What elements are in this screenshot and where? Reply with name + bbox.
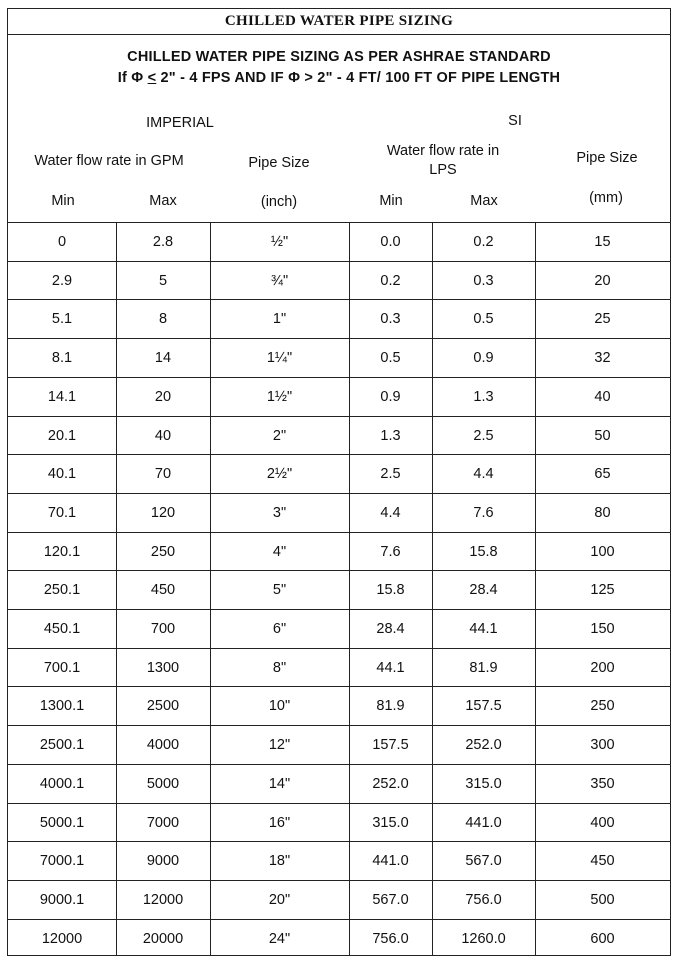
pipe-size-mm-cell: 200 xyxy=(590,659,615,676)
pipe-size-mm-cell: 80 xyxy=(594,504,611,521)
min-lps-cell: 315.0 xyxy=(372,814,409,831)
pipe-size-mm-cell: 400 xyxy=(590,814,615,831)
max-lps-cell: 1.3 xyxy=(473,388,494,405)
pipe-size-mm-heading: Pipe Size xyxy=(576,150,638,166)
flow-lps-heading-line-2: LPS xyxy=(429,162,457,178)
min-lps-cell: 44.1 xyxy=(376,659,405,676)
max-gpm-cell: 2500 xyxy=(146,698,180,715)
table-row xyxy=(8,880,670,919)
max-lps-cell: 441.0 xyxy=(465,814,502,831)
max-gpm-cell: 5 xyxy=(158,272,168,289)
min-gpm-cell: 9000.1 xyxy=(39,891,85,908)
max-lps-cell: 7.6 xyxy=(473,504,494,521)
pipe-size-inch-cell: 12" xyxy=(268,737,291,754)
pipe-size-mm-cell: 20 xyxy=(594,272,611,289)
max-lps-cell: 0.9 xyxy=(473,350,494,367)
table-row xyxy=(8,803,670,842)
min-lps-cell: 28.4 xyxy=(376,621,405,637)
pipe-size-mm-cell: 125 xyxy=(590,582,615,599)
table-row xyxy=(8,570,670,609)
max-lps-heading: Max xyxy=(470,193,498,209)
table-row xyxy=(8,919,670,958)
pipe-size-inch-cell: 1¼" xyxy=(266,350,293,367)
table-row xyxy=(8,725,670,764)
less-equal-symbol: < xyxy=(147,70,157,86)
pipe-size-inch-cell: 1½" xyxy=(266,388,293,405)
pipe-size-inch-cell: 2" xyxy=(272,427,287,444)
min-lps-cell: 4.4 xyxy=(380,504,401,521)
min-gpm-cell: 20.1 xyxy=(47,427,77,444)
pipe-size-mm-cell: 40 xyxy=(594,388,611,405)
max-lps-cell: 1260.0 xyxy=(461,930,506,947)
table-row xyxy=(8,222,670,261)
min-lps-cell: 157.5 xyxy=(372,737,409,754)
max-gpm-cell: 700 xyxy=(150,621,176,637)
table-row xyxy=(8,764,670,803)
min-gpm-cell: 5000.1 xyxy=(39,814,85,831)
min-lps-cell: 81.9 xyxy=(376,698,405,715)
pipe-size-inch-cell: 2½" xyxy=(266,466,293,483)
subtitle-line-1: CHILLED WATER PIPE SIZING AS PER ASHRAE STANDARD xyxy=(127,49,551,65)
pipe-size-inch-cell: 14" xyxy=(268,775,291,792)
pipe-size-inch-cell: 3" xyxy=(272,504,287,521)
max-lps-cell: 0.5 xyxy=(473,311,494,328)
table-row xyxy=(8,299,670,338)
min-lps-cell: 0.9 xyxy=(380,388,401,405)
pipe-size-mm-cell: 32 xyxy=(594,350,611,367)
max-gpm-heading: Max xyxy=(149,193,177,209)
pipe-size-mm-cell: 100 xyxy=(590,543,615,560)
max-lps-cell: 315.0 xyxy=(465,775,502,792)
pipe-size-inch-heading: Pipe Size xyxy=(248,155,310,171)
min-lps-cell: 0.5 xyxy=(380,350,401,367)
pipe-size-inch-cell: 24" xyxy=(268,930,291,947)
table-row xyxy=(8,493,670,532)
pipe-size-inch-cell: 6" xyxy=(272,621,287,637)
table-row xyxy=(8,648,670,687)
pipe-size-mm-cell: 50 xyxy=(594,427,611,444)
max-gpm-cell: 70 xyxy=(154,466,172,483)
max-gpm-cell: 9000 xyxy=(146,853,180,870)
pipe-size-mm-cell: 25 xyxy=(594,311,611,328)
pipe-size-inch-cell: 18" xyxy=(268,853,291,870)
pipe-size-inch-cell: ½" xyxy=(270,234,289,250)
flow-lps-heading-line-1: Water flow rate in xyxy=(386,143,500,159)
pipe-size-inch-cell: 4" xyxy=(272,543,287,560)
pipe-size-inch-cell: 20" xyxy=(268,891,291,908)
pipe-size-mm-cell: 150 xyxy=(590,621,615,637)
max-gpm-cell: 1300 xyxy=(146,659,180,676)
max-lps-cell: 81.9 xyxy=(469,659,498,676)
pipe-size-mm-cell: 500 xyxy=(590,891,615,908)
flow-gpm-heading: Water flow rate in GPM xyxy=(34,153,184,169)
page-title: CHILLED WATER PIPE SIZING xyxy=(8,9,670,35)
max-lps-cell: 15.8 xyxy=(469,543,498,560)
min-lps-cell: 15.8 xyxy=(376,582,405,599)
subtitle-line-2 xyxy=(8,70,670,86)
min-lps-cell: 567.0 xyxy=(372,891,409,908)
max-gpm-cell: 12000 xyxy=(142,891,184,908)
min-gpm-cell: 8.1 xyxy=(51,350,73,367)
max-lps-cell: 252.0 xyxy=(465,737,502,754)
min-gpm-cell: 250.1 xyxy=(43,582,81,599)
mm-unit-heading: (mm) xyxy=(589,190,623,206)
subtitle-line-2-part-a: If Φ xyxy=(117,70,148,86)
max-gpm-cell: 2.8 xyxy=(152,234,174,250)
min-lps-cell: 0.0 xyxy=(380,234,401,250)
min-lps-cell: 0.3 xyxy=(380,311,401,328)
table-row xyxy=(8,841,670,880)
max-gpm-cell: 7000 xyxy=(146,814,180,831)
pipe-size-mm-cell: 65 xyxy=(594,466,611,483)
table-row xyxy=(8,261,670,300)
pipe-size-mm-cell: 450 xyxy=(590,853,615,870)
min-lps-cell: 0.2 xyxy=(380,272,401,289)
max-lps-cell: 2.5 xyxy=(473,427,494,444)
max-lps-cell: 28.4 xyxy=(469,582,498,599)
si-heading: SI xyxy=(508,113,522,129)
min-gpm-cell: 70.1 xyxy=(47,504,77,521)
min-lps-heading: Min xyxy=(379,193,403,209)
max-lps-cell: 4.4 xyxy=(473,466,494,483)
min-lps-cell: 441.0 xyxy=(372,853,409,870)
pipe-size-mm-cell: 250 xyxy=(590,698,615,715)
min-gpm-cell: 40.1 xyxy=(47,466,77,483)
pipe-size-mm-cell: 15 xyxy=(594,234,611,250)
pipe-sizing-table xyxy=(7,8,671,956)
max-gpm-cell: 14 xyxy=(154,350,172,367)
max-gpm-cell: 40 xyxy=(154,427,172,444)
pipe-size-mm-cell: 300 xyxy=(590,737,615,754)
min-gpm-cell: 2.9 xyxy=(51,272,73,289)
pipe-size-inch-cell: 10" xyxy=(268,698,291,715)
pipe-size-mm-cell: 350 xyxy=(590,775,615,792)
max-gpm-cell: 20000 xyxy=(142,930,184,947)
table-row xyxy=(8,686,670,725)
table-row xyxy=(8,377,670,416)
pipe-size-mm-cell: 600 xyxy=(590,930,615,947)
max-lps-cell: 0.2 xyxy=(473,234,494,250)
min-gpm-cell: 12000 xyxy=(41,930,83,947)
pipe-size-inch-cell: 8" xyxy=(272,659,287,676)
pipe-size-inch-cell: 1" xyxy=(272,311,287,328)
pipe-size-inch-cell: 16" xyxy=(268,814,291,831)
max-gpm-cell: 20 xyxy=(154,388,172,405)
subtitle-line-2-part-b: 2" - 4 FPS AND IF Φ > 2" - 4 FT/ 100 FT OF PIPE LENGTH xyxy=(156,70,561,86)
min-lps-cell: 2.5 xyxy=(380,466,401,483)
table-row xyxy=(8,454,670,493)
max-lps-cell: 0.3 xyxy=(473,272,494,289)
min-gpm-cell: 2500.1 xyxy=(39,737,85,754)
min-gpm-cell: 700.1 xyxy=(43,659,81,676)
min-lps-cell: 756.0 xyxy=(372,930,409,947)
table-row xyxy=(8,338,670,377)
min-lps-cell: 1.3 xyxy=(380,427,401,444)
pipe-size-inch-cell: 5" xyxy=(272,582,287,599)
max-lps-cell: 44.1 xyxy=(469,621,498,637)
pipe-size-inch-cell: ¾" xyxy=(270,272,289,289)
imperial-heading: IMPERIAL xyxy=(146,115,214,131)
min-lps-cell: 7.6 xyxy=(380,543,401,560)
max-gpm-cell: 250 xyxy=(150,543,176,560)
max-lps-cell: 756.0 xyxy=(465,891,502,908)
min-gpm-cell: 450.1 xyxy=(43,621,81,637)
min-gpm-cell: 120.1 xyxy=(43,543,81,560)
max-gpm-cell: 120 xyxy=(150,504,176,521)
min-gpm-cell: 0 xyxy=(57,234,67,250)
table-row xyxy=(8,532,670,571)
min-gpm-cell: 7000.1 xyxy=(39,853,85,870)
min-gpm-cell: 5.1 xyxy=(51,311,73,328)
table-row xyxy=(8,416,670,455)
min-gpm-cell: 14.1 xyxy=(47,388,77,405)
max-gpm-cell: 450 xyxy=(150,582,176,599)
min-gpm-cell: 1300.1 xyxy=(39,698,85,715)
max-gpm-cell: 8 xyxy=(158,311,168,328)
inch-unit-heading: (inch) xyxy=(260,194,298,210)
max-gpm-cell: 5000 xyxy=(146,775,180,792)
min-gpm-heading: Min xyxy=(51,193,75,209)
max-gpm-cell: 4000 xyxy=(146,737,180,754)
max-lps-cell: 567.0 xyxy=(465,853,502,870)
table-row xyxy=(8,609,670,648)
max-lps-cell: 157.5 xyxy=(465,698,502,715)
min-gpm-cell: 4000.1 xyxy=(39,775,85,792)
min-lps-cell: 252.0 xyxy=(372,775,409,792)
